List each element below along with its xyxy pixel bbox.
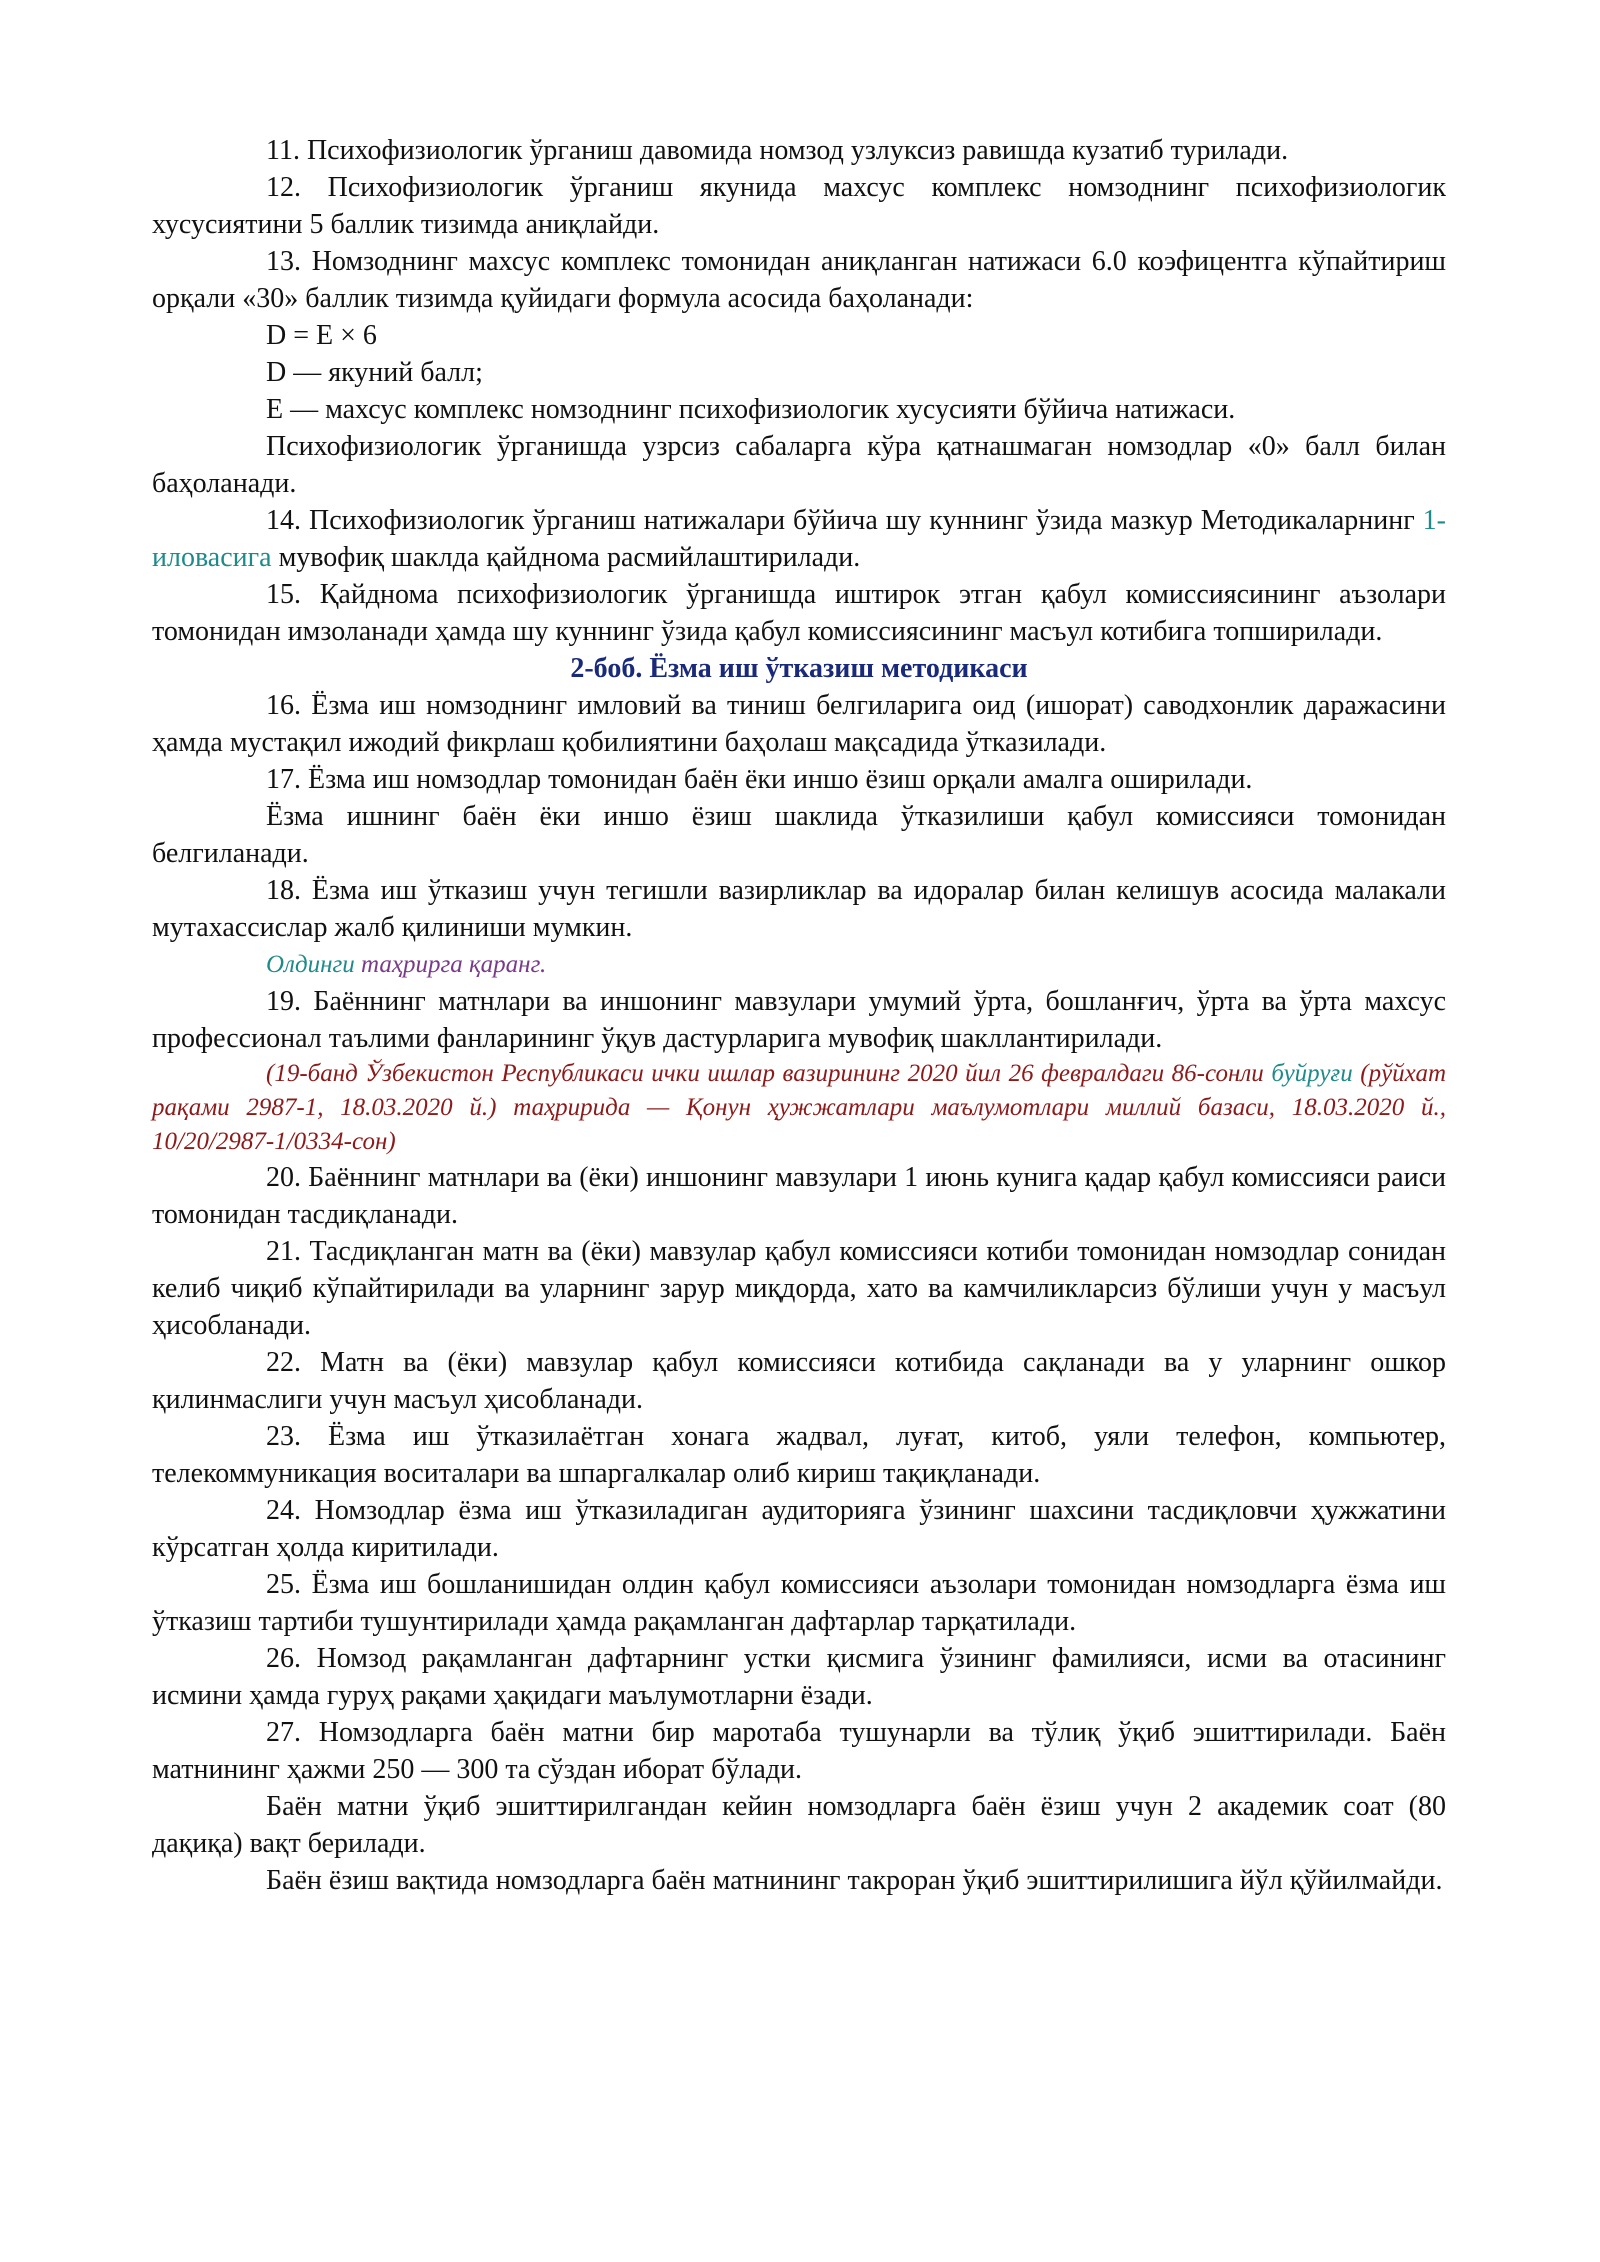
paragraph-17: 17. Ёзма иш номзодлар томонидан баён ёки иншо ёзиш орқали амалга оширилади. xyxy=(266,764,1253,795)
amendment-note-text-b: (рўйхат рақами 2987-1, 18.03.2020 й.) таҳририда — Қонун ҳужжатлари маълумотлари миллий базаси, 18.03.2020 й., 10/20/2987-1/0334-сон) xyxy=(152,1060,1446,1155)
paragraph-27: 27. Номзодларга баён матни бир маротаба тушунарли ва тўлиқ ўқиб эшиттирилади. Баён матнининг ҳажми 250 — 300 та сўздан иборат бўлади. xyxy=(152,1717,1446,1785)
previous-edition-note xyxy=(152,946,1446,983)
paragraph-13: 13. Номзоднинг махсус комплекс томонидан аниқланган натижаси 6.0 коэфицентга кўпайтириш орқали «30» баллик тизимда қуйидаги формула асосида баҳоланади: xyxy=(152,246,1446,314)
previous-edition-label: Олдинги xyxy=(266,951,362,978)
amendment-note xyxy=(152,1057,1446,1159)
paragraph-20: 20. Баённинг матнлари ва (ёки) иншонинг мавзулари 1 июнь кунига қадар қабул комиссияси раиси томонидан тасдиқланади. xyxy=(152,1162,1446,1230)
paragraph-26: 26. Номзод рақамланган дафтарнинг устки қисмига ўзининг фамилияси, исми ва отасининг исмини ҳамда гуруҳ рақами ҳақидаги маълумотларни ёзади. xyxy=(152,1643,1446,1711)
paragraph-27-repeat: Баён ёзиш вақтида номзодларга баён матнининг такроран ўқиб эшиттирилишига йўл қўйилмайди. xyxy=(266,1865,1443,1896)
amendment-note-text-a: (19-банд Ўзбекистон Республикаси ички ишлар вазирининг 2020 йил 26 февралдаги 86-сонли xyxy=(266,1060,1272,1087)
paragraph-21: 21. Тасдиқланган матн ва (ёки) мавзулар қабул комиссияси котиби томонидан номзодлар сонидан келиб чиқиб кўпайтирилади ва уларнинг зарур миқдорда, хато ва камчиликларсиз бўлиши учун у масъул ҳисобланади. xyxy=(152,1236,1446,1341)
previous-edition-link[interactable]: таҳрирга қаранг. xyxy=(361,951,547,978)
paragraph-15: 15. Қайднома психофизиологик ўрганишда иштирок этган қабул комиссиясининг аъзолари томонидан имзоланади ҳамда шу куннинг ўзида қабул комиссиясининг масъул котибига топширилади. xyxy=(152,579,1446,647)
paragraph-23: 23. Ёзма иш ўтказилаётган хонага жадвал, луғат, китоб, уяли телефон, компьютер, телекоммуникация воситалари ва шпаргалкалар олиб кириш тақиқланади. xyxy=(152,1421,1446,1489)
paragraph-14 xyxy=(152,502,1446,576)
document-page xyxy=(152,132,1446,1899)
paragraph-14-text-b: мувофиқ шаклда қайднома расмийлаштирилади. xyxy=(271,542,861,573)
paragraph-14-text-a: 14. Психофизиологик ўрганиш натижалари бўйича шу куннинг ўзида мазкур Методикаларнинг xyxy=(266,505,1423,536)
appendix-1-link[interactable]: 1-иловасига xyxy=(152,505,1446,573)
paragraph-17-note: Ёзма ишнинг баён ёки иншо ёзиш шаклида ўтказилиши қабул комиссияси томонидан белгиланади. xyxy=(152,801,1446,869)
paragraph-11: 11. Психофизиологик ўрганиш давомида номзод узлуксиз равишда кузатиб турилади. xyxy=(266,135,1289,166)
paragraph-13-note: Психофизиологик ўрганишда узрсиз сабаларга кўра қатнашмаган номзодлар «0» балл билан баҳоланади. xyxy=(152,431,1446,499)
paragraph-25: 25. Ёзма иш бошланишидан олдин қабул комиссияси аъзолари томонидан номзодларга ёзма иш ўтказиш тартиби тушунтирилади ҳамда рақамланган дафтарлар тарқатилади. xyxy=(152,1569,1446,1637)
order-link[interactable]: буйруғи xyxy=(1271,1060,1353,1087)
paragraph-19: 19. Баённинг матнлари ва иншонинг мавзулари умумий ўрта, бошланғич, ўрта ва ўрта махсус профессионал таълими фанларининг ўқув дастурларига мувофиқ шакллантирилади. xyxy=(152,986,1446,1054)
chapter-heading: 2-боб. Ёзма иш ўтказиш методикаси xyxy=(570,653,1028,684)
formula-e-definition: E — махсус комплекс номзоднинг психофизиологик хусусияти бўйича натижаси. xyxy=(266,394,1236,425)
paragraph-24: 24. Номзодлар ёзма иш ўтказиладиган аудиторияга ўзининг шахсини тасдиқловчи ҳужжатини кўрсатган ҳолда киритилади. xyxy=(152,1495,1446,1563)
paragraph-22: 22. Матн ва (ёки) мавзулар қабул комиссияси котибида сақланади ва у уларнинг ошкор қилинмаслиги учун масъул ҳисобланади. xyxy=(152,1347,1446,1415)
paragraph-12: 12. Психофизиологик ўрганиш якунида махсус комплекс номзоднинг психофизиологик хусусиятини 5 баллик тизимда аниқлайди. xyxy=(152,172,1446,240)
paragraph-27-time: Баён матни ўқиб эшиттирилгандан кейин номзодларга баён ёзиш учун 2 академик соат (80 дақиқа) вақт берилади. xyxy=(152,1791,1446,1859)
formula: D = E × 6 xyxy=(266,320,377,351)
paragraph-16: 16. Ёзма иш номзоднинг имловий ва тиниш белгиларига оид (ишорат) саводхонлик даражасини ҳамда мустақил ижодий фикрлаш қобилиятини баҳолаш мақсадида ўтказилади. xyxy=(152,690,1446,758)
paragraph-18: 18. Ёзма иш ўтказиш учун тегишли вазирликлар ва идоралар билан келишув асосида малакали мутахассислар жалб қилиниши мумкин. xyxy=(152,875,1446,943)
formula-d-definition: D — якуний балл; xyxy=(266,357,483,388)
